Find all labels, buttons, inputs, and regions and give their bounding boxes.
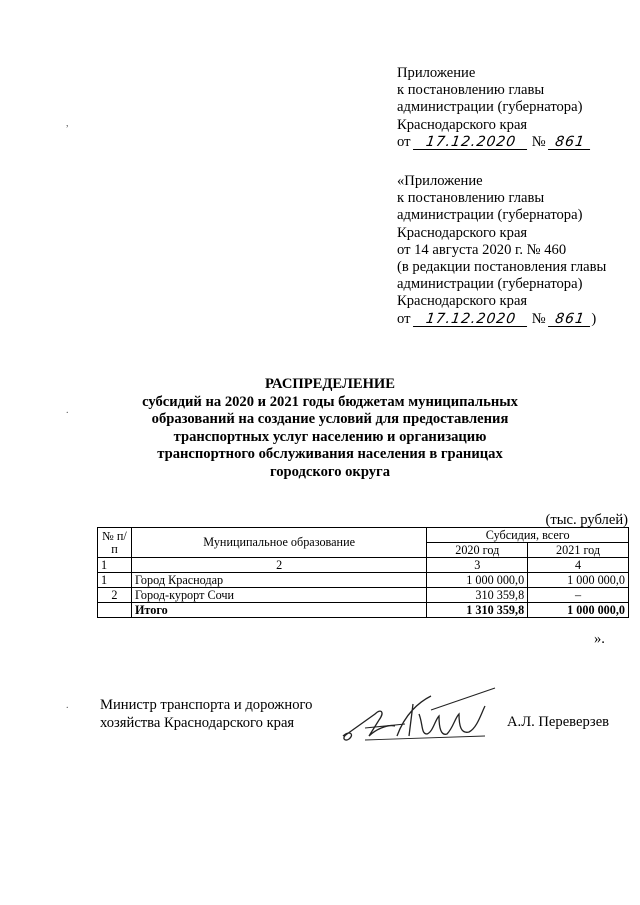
title-line: транспортного обслуживания населения в границах [157,446,503,462]
title-line: городского округа [270,463,390,480]
appendix-line: Краснодарского края [397,224,528,241]
appendix-header-amended [397,173,606,328]
col-number: 4 [528,558,629,573]
handwritten-date: 17.12.2020 [413,312,529,327]
appendix-date-line [397,134,591,151]
appendix-line: Краснодарского края [397,116,528,133]
row-municipality: Город Краснодар [131,573,426,588]
signatory-name: А.Л. Переверзев [507,714,610,730]
total-2020: 1 310 359,8 [427,603,528,618]
appendix-line: к постановлению главы [397,190,545,207]
title-heading: РАСПРЕДЕЛЕНИЕ [264,376,396,392]
total-label: Итого [131,603,426,618]
column-number-row [98,558,629,573]
handwritten-date: 17.12.2020 [413,135,529,150]
scan-speck: . [66,700,69,711]
appendix-line: (в редакции постановления главы [397,259,607,276]
handwritten-number: 861 [548,135,592,150]
header-subsidy: Субсидия, всего [427,528,629,543]
total-row [98,603,629,618]
row-num: 1 [98,573,132,588]
number-label: № [531,310,546,327]
appendix-header [397,65,591,151]
from-label: от [397,310,411,327]
from-label: от [397,133,411,150]
header-year-2020: 2020 год [427,543,528,558]
col-number: 2 [131,558,426,573]
appendix-line: к постановлению главы [397,82,545,99]
row-2020: 310 359,8 [427,588,528,603]
row-municipality: Город-курорт Сочи [131,588,426,603]
row-2020: 1 000 000,0 [427,573,528,588]
table-header-row [98,528,629,543]
table-row [98,573,629,588]
appendix-line: «Приложение [397,173,483,189]
header-municipality: Муниципальное образование [131,528,426,558]
number-label: № [531,133,546,150]
appendix-line: от 14 августа 2020 г. № 460 [397,241,567,258]
row-2021: 1 000 000,0 [528,573,629,588]
total-2021: 1 000 000,0 [528,603,629,618]
handwritten-signature [335,684,505,744]
header-num: № п/п [98,528,132,558]
col-number: 3 [427,558,528,573]
title-line: субсидий на 2020 и 2021 годы бюджетам муниципальных [142,393,518,410]
appendix-line: Приложение [397,65,476,81]
row-num: 2 [98,588,132,603]
appendix-line: администрации (губернатора) [397,99,583,116]
units-label: (тыс. рублей) [545,512,628,528]
appendix-line: администрации (губернатора) [397,276,583,293]
appendix-date-line [397,311,606,328]
title-line: образований на создание условий для предоставления [151,411,509,427]
closing-paren: ) [591,310,597,327]
scan-speck: . [66,405,69,416]
appendix-line: администрации (губернатора) [397,207,583,224]
subsidy-table [97,527,629,618]
header-year-2021: 2021 год [528,543,629,558]
document-title [100,376,560,481]
signatory-line: Министр транспорта и дорожного [100,697,313,713]
table-row [98,588,629,603]
col-number: 1 [98,558,132,573]
handwritten-number: 861 [548,312,592,327]
appendix-line: Краснодарского края [397,293,528,310]
signatory-line: хозяйства Краснодарского края [100,714,295,731]
closing-quote: ». [594,631,605,647]
title-line: транспортных услуг населению и организацию [173,428,487,445]
scan-speck: , [66,118,69,129]
signatory-title [100,697,312,732]
row-2021: – [528,588,629,603]
total-empty-cell [98,603,132,618]
